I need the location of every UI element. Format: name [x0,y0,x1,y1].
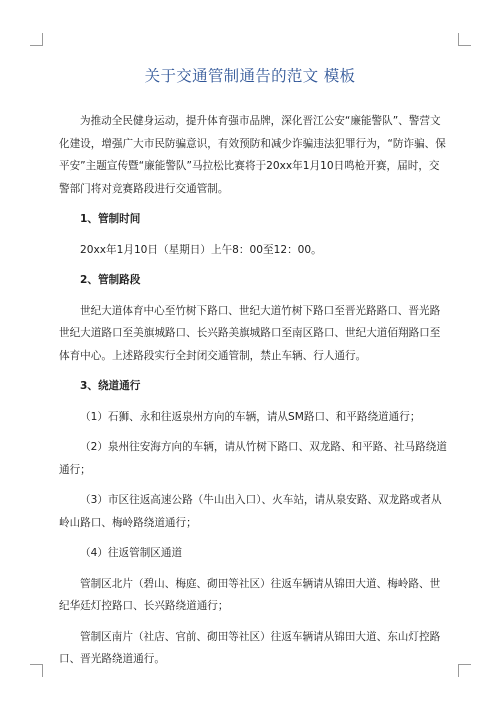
section-heading-roads: 2、管制路段 [80,274,141,286]
document-body [59,110,449,671]
detour-item-1: （1）石狮、永和往返泉州方向的车辆，请从SM路口、和平路绕道通行； [80,410,421,423]
crop-mark-top-left [30,33,43,46]
crop-mark-bottom-left [30,664,43,677]
north-zone-paragraph: 管制区北片（碧山、梅庭、砌田等社区）往返车辆请从锦田大道、梅岭路、世纪华廷灯控路口、长兴路绕道通行； [59,577,441,612]
crop-mark-top-right [458,33,471,46]
document-title: 关于交通管制通告的范文 模板 [144,67,356,85]
section-heading-detour: 3、绕道通行 [80,380,141,392]
detour-item-3: （3）市区往返高速公路（牛山出入口）、火车站，请从泉安路、双龙路或者从岭山路口、梅岭路绕道通行； [59,494,442,529]
detour-item-2: （2）泉州往安海方向的车辆，请从竹树下路口、双龙路、和平路、社马路绕道通行； [59,441,447,476]
south-zone-paragraph: 管制区南片（社店、官前、砌田等社区）往返车辆请从锦田大道、东山灯控路口、晋光路绕道通行。 [59,630,441,665]
crop-mark-bottom-right [458,664,471,677]
control-roads-paragraph: 世纪大道体育中心至竹树下路口、世纪大道竹树下路口至晋光路路口、晋光路世纪大道路口至美旗城路口、长兴路美旗城路口至南区路口、世纪大道佰翔路口至体育中心。上述路段实行全封闭交通管制，禁止车辆、行人通行。 [59,304,441,362]
intro-paragraph: 为推动全民健身运动，提升体育强市品牌，深化晋江公安“廉能警队”、警营文化建设，增强广大市民防骗意识，有效预防和减少诈骗违法犯罪行为，“防诈骗、保平安”主题宣传暨“廉能警队”马拉松比赛将于20xx年1月10日鸣枪开赛，届时，交警部门将对竞赛路段进行交通管制。 [59,115,446,195]
control-time-paragraph: 20xx年1月10日（星期日）上午8：00至12：00。 [80,243,322,256]
detour-item-4: （4）往返管制区通道 [80,547,183,559]
section-heading-time: 1、管制时间 [80,213,141,225]
